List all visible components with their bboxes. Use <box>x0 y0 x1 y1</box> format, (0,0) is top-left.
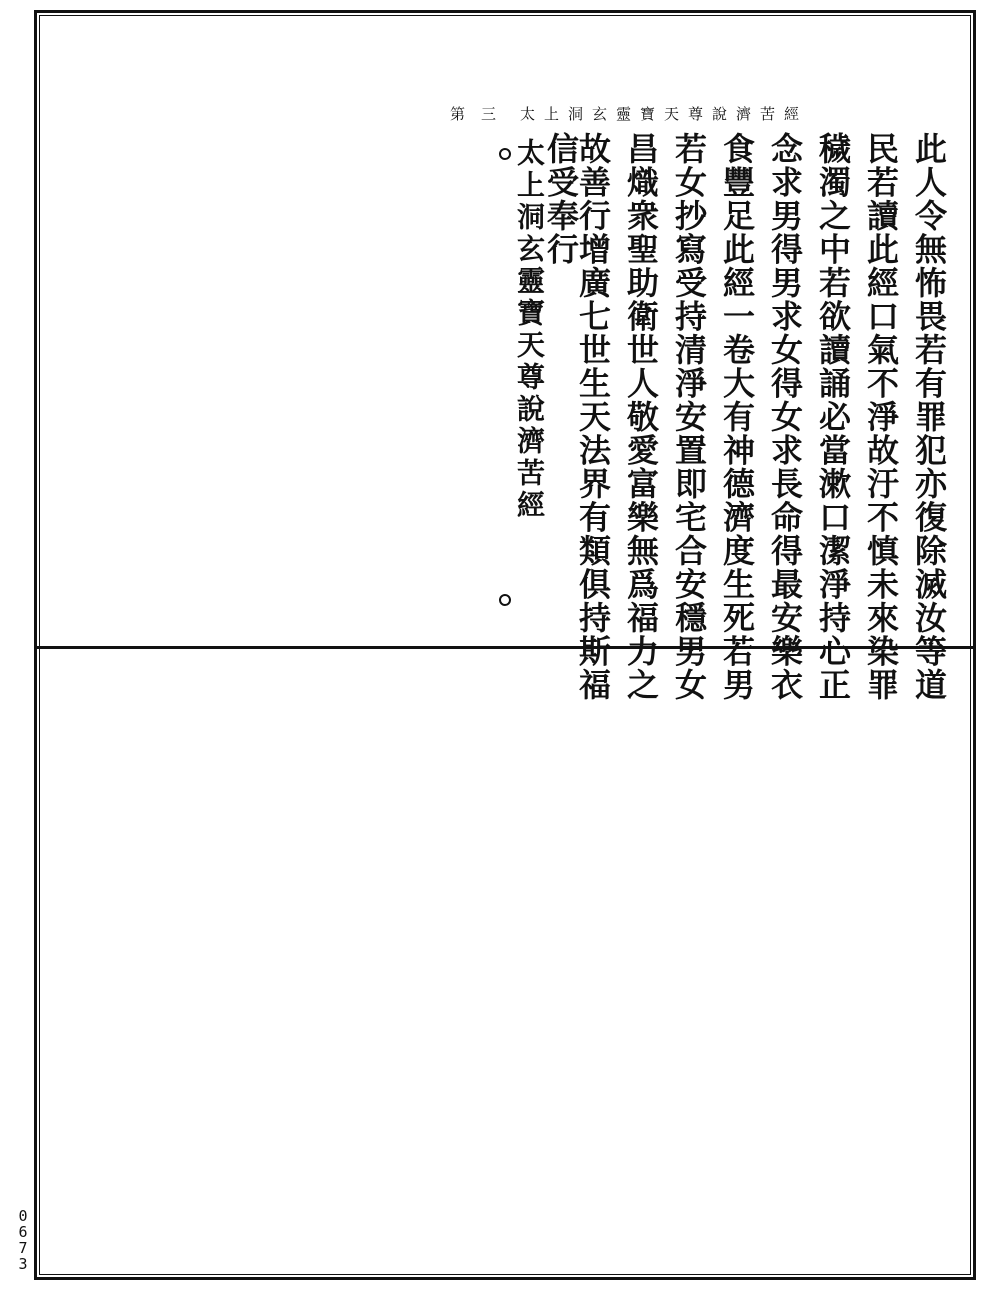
end-circle-mark <box>499 594 511 606</box>
text-column-1: 此人令無怖畏若有罪犯亦復除滅汝等道 <box>910 132 948 702</box>
text-column-6: 若女抄寫受持清淨安置即宅合安穩男女 <box>670 132 708 702</box>
page-number <box>15 1208 31 1272</box>
scripture-end-title: 太上洞玄靈寶天尊說濟苦經 <box>513 138 546 522</box>
page-number-digit: 3 <box>18 1255 28 1273</box>
text-column-4: 念求男得男求女得女求長命得最安樂衣 <box>766 132 804 702</box>
text-column-2: 民若讀此經口氣不淨故汙不慎未來染罪 <box>862 132 900 702</box>
header-chapter: 第三 <box>450 105 513 123</box>
text-column-5: 食豐足此經一卷大有神德濟度生死若男 <box>718 132 756 702</box>
page-number-digit: 7 <box>18 1239 28 1257</box>
section-circle-mark <box>499 148 511 160</box>
text-column-8: 故善行增廣七世生天法界有類俱持斯福 <box>574 132 612 702</box>
text-column-7: 昌熾衆聖助衛世人敬愛富樂無爲福力之 <box>622 132 660 702</box>
page-number-digit: 6 <box>18 1223 28 1241</box>
running-header <box>430 103 830 125</box>
header-title: 太上洞玄靈寶天尊說濟苦經 <box>520 105 809 123</box>
page-number-digit: 0 <box>18 1207 28 1225</box>
text-column-closing: 信受奉行 <box>542 132 580 266</box>
text-column-3: 穢濁之中若欲讀誦必當漱口潔淨持心正 <box>814 132 852 702</box>
